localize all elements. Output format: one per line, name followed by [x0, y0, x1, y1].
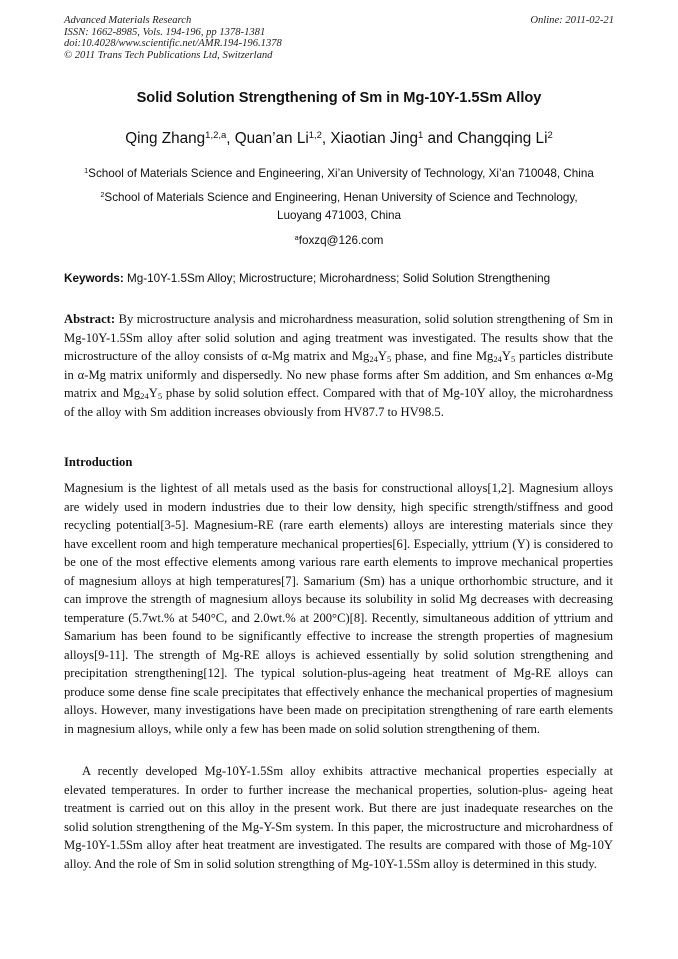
author-name: Quan’an Li: [234, 130, 309, 147]
online-date: Online: 2011-02-21: [530, 15, 614, 26]
abstract-text: particles distribute in α-Mg matrix uniformly and dispersedly. No new phase forms after Sm addition, and Sm enhances α-Mg matrix and Mg: [64, 349, 613, 400]
journal-doi: doi:10.4028/www.scientific.net/AMR.194-196.1378: [64, 38, 282, 50]
subscript: 5: [511, 354, 516, 365]
abstract-text: Y: [377, 349, 388, 363]
subscript: 5: [157, 391, 163, 402]
section-heading-introduction: Introduction: [64, 455, 133, 469]
author-affiliation-mark: 1,2: [308, 129, 322, 141]
journal-issn: ISSN: 1662-8985, Vols. 194-196, pp 1378-1381: [64, 26, 266, 38]
affiliation-text: Luoyang 471003, China: [276, 209, 402, 222]
author-separator: ,: [226, 130, 235, 147]
paragraph-text: A recently developed Mg-10Y-1.5Sm alloy exhibits attractive mechanical properties especially at elevated temperatures. In order to further increase the mechanical properties, solution-plus- ageing heat treatment is carried out on this alloy in the present work. But there are just inadequate researches on the solid solution strengthening of the Mg-Y-Sm system. In this paper, the microstructure and microhardness of Mg-10Y-1.5Sm alloy after heat treatment are investigated. The results are compared with those of Mg-10Y alloy. And the role of Sm in solid solution strengthing of Mg-10Y-1.5Sm alloy is determined in this study.: [64, 764, 613, 871]
affiliation-1: [0, 165, 678, 183]
email-address[interactable]: foxzq@126.com: [298, 234, 384, 247]
journal-header: [64, 15, 614, 61]
abstract-paragraph: [64, 310, 613, 421]
affiliation-2: [0, 189, 678, 225]
keywords-label: Keywords:: [64, 272, 124, 285]
abstract-text: phase, and fine Mg: [391, 349, 494, 363]
author-name: Changqing Li: [457, 130, 548, 147]
author-separator: ,: [321, 130, 331, 147]
author-separator: and: [423, 130, 458, 147]
keywords-text: Mg-10Y-1.5Sm Alloy; Microstructure; Microhardness; Solid Solution Strengthening: [127, 272, 551, 285]
abstract-label: Abstract:: [64, 312, 116, 326]
abstract-text: By microstructure analysis and microhardness measuration, solid solution strengthening of Sm in Mg-10Y-1.5Sm alloy after solid solution and aging treatment was investigated. The results show that the microstructure of the alloy consists of α-Mg matrix and Mg: [64, 312, 613, 363]
subscript: 24: [140, 391, 149, 402]
author-email: [0, 232, 678, 250]
introduction-paragraph-1: Magnesium is the lightest of all metals used as the basis for constructional alloys[1,2]. Magnesium alloys are widely used in modern industries due to their low density, high specific strength/stiffness and good recycling potential[3-5]. Magnesium-RE (rare earth elements) alloys are interesting materials since they have excellent room and high temperature mechanical properties[6]. Especially, yttrium (Y) is considered to be one of the most effective elements among various rare earth elements to improve mechanical properties of magnesium alloys at high temperatures[7]. Samarium (Sm) has a unique orthorhombic structure, and it can improve the strength of magnesium alloys because its solubility in solid Mg decreases with decreasing temperature (5.7wt.% at 540°C, and 2.0wt.% at 200°C)[8]. Recently, simultaneous addition of yttrium and Samarium has been found to be significantly effective to increase the strength properties of magnesium alloys[9-11]. The strength of Mg-RE alloys is achieved essentially by solid solution strengthening and precipitation strengthening[12]. The typical solution-plus-ageing heat treatment of Mg-RE alloys can produce some dense fine scale precipitates that effectively enhance the mechanical properties of magnesium alloys. However, many investigations have been made on precipitation strengthening of rare earth elements in magnesium alloys, while only a few has been made on solid solution strengthening of them.: [64, 481, 613, 736]
author-list: [0, 130, 678, 148]
abstract-text: Y: [501, 349, 511, 363]
affiliation-mark: 2: [100, 190, 105, 200]
subscript: 5: [387, 354, 392, 365]
affiliation-text: School of Materials Science and Engineering, Henan University of Science and Technology,: [104, 191, 578, 204]
email-mark: a: [294, 233, 299, 243]
journal-name: Advanced Materials Research: [64, 15, 192, 26]
author-affiliation-mark: 1,2,a: [205, 129, 227, 141]
affiliation-text: School of Materials Science and Engineering, Xi’an University of Technology, Xi’an 710048, China: [88, 167, 594, 180]
author-name: Xiaotian Jing: [330, 130, 418, 147]
keywords: [64, 270, 624, 288]
introduction-paragraph-2: [64, 762, 613, 873]
journal-copyright: © 2011 Trans Tech Publications Ltd, Switzerland: [64, 49, 273, 61]
author-name: Qing Zhang: [125, 130, 206, 147]
subscript: 24: [369, 354, 378, 365]
subscript: 24: [493, 354, 502, 365]
abstract-text: phase by solid solution effect. Compared with that of Mg-10Y alloy, the microhardness of the alloy with Sm addition increases obviously from HV87.7 to HV98.5.: [64, 386, 613, 419]
paper-title: Solid Solution Strengthening of Sm in Mg-10Y-1.5Sm Alloy: [136, 90, 542, 106]
author-affiliation-mark: 2: [547, 129, 553, 141]
affiliation-mark: 1: [84, 166, 89, 176]
author-affiliation-mark: 1: [418, 129, 424, 141]
abstract-text: Y: [148, 386, 158, 400]
